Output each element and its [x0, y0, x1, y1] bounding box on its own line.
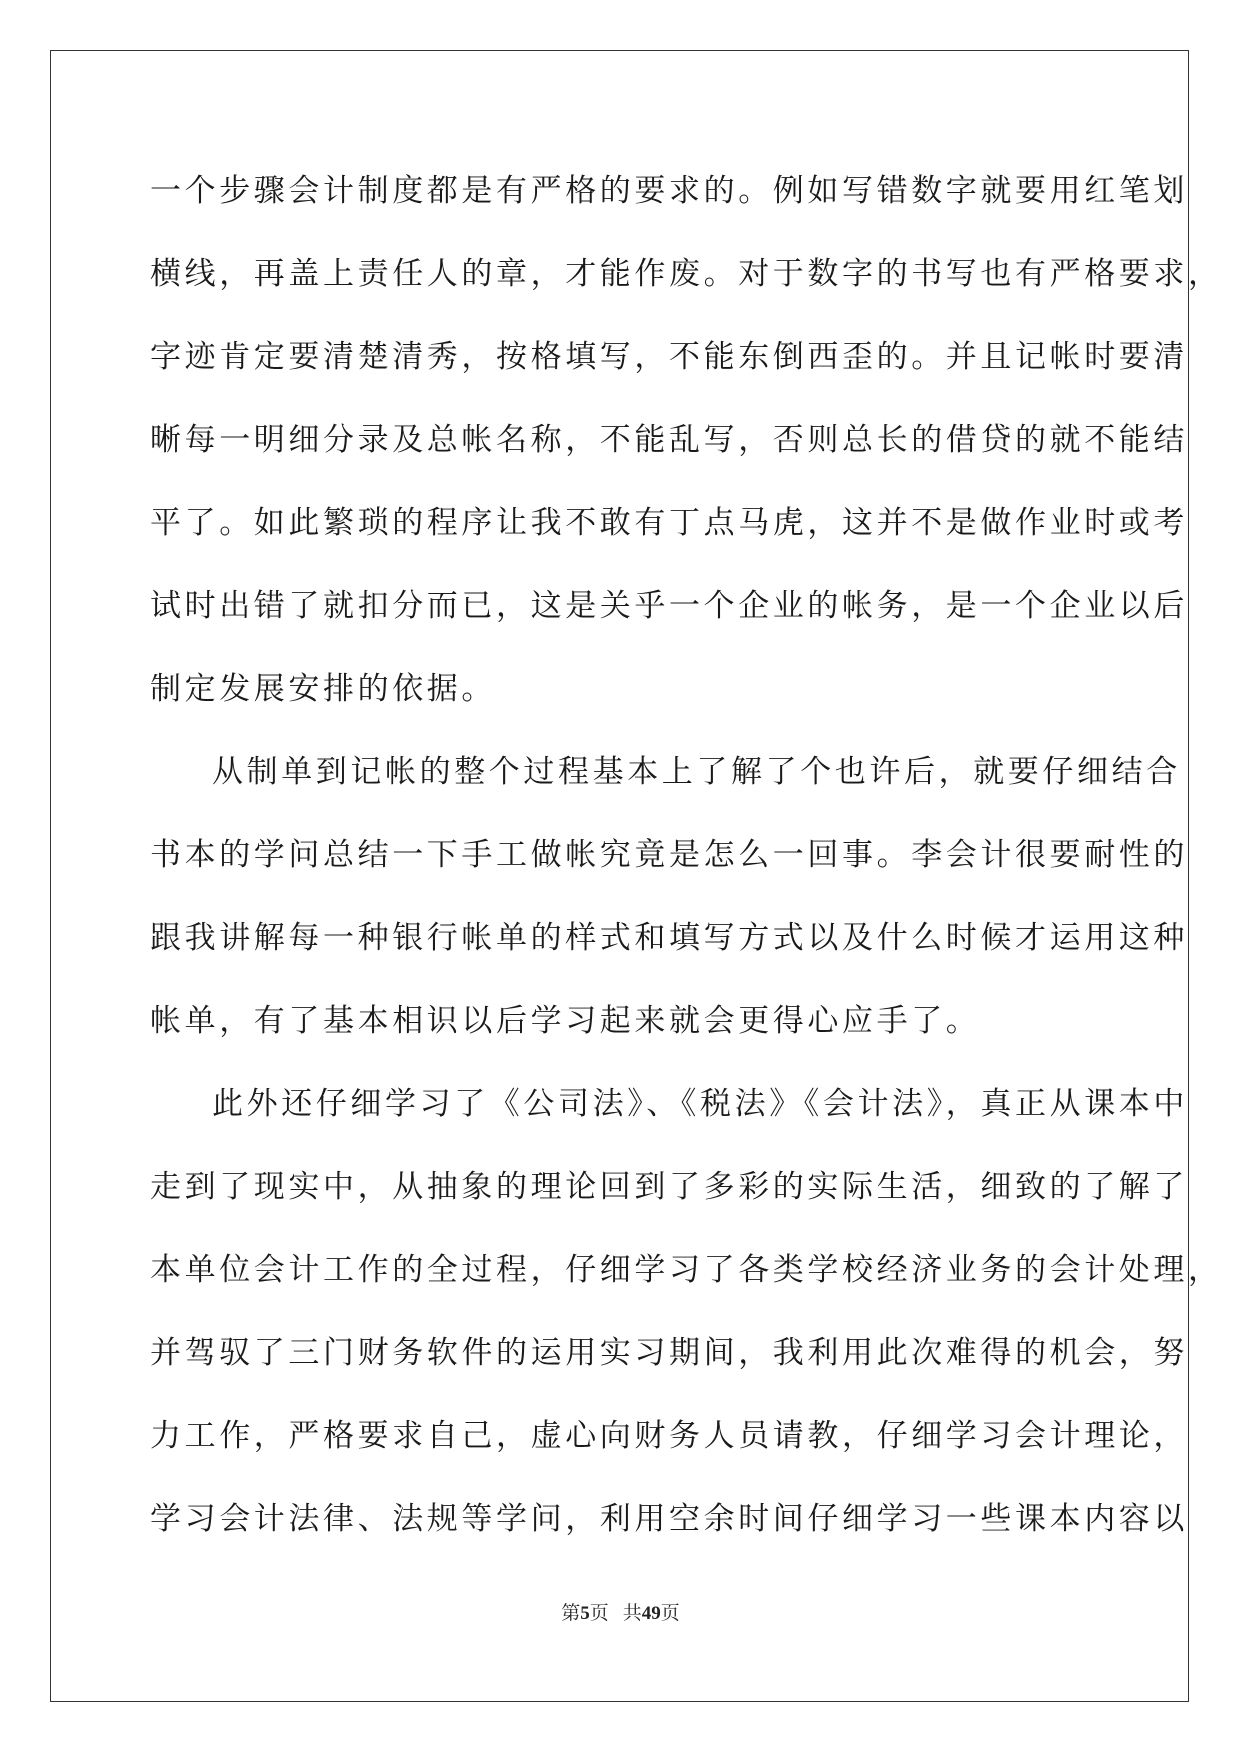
paragraph-first-line: 从制单到记帐的整个过程基本上了解了个也许后，就要仔细结合 — [212, 754, 1181, 790]
document-body — [150, 150, 1223, 1561]
text-line: 试时出错了就扣分而已，这是关乎一个企业的帐务，是一个企业以后 — [150, 588, 1188, 624]
text-line: 一个步骤会计制度都是有严格的要求的。例如写错数字就要用红笔划 — [150, 173, 1188, 209]
text-line: 走到了现实中，从抽象的理论回到了多彩的实际生活，细致的了解了 — [150, 1169, 1188, 1205]
page-suffix: 页 — [589, 1602, 609, 1624]
text-line: 帐单，有了基本相识以后学习起来就会更得心应手了。 — [150, 1003, 981, 1039]
text-line: 学习会计法律、法规等学问，利用空余时间仔细学习一些课本内容以 — [150, 1501, 1188, 1537]
text-line: 并驾驭了三门财务软件的运用实习期间，我利用此次难得的机会，努 — [150, 1335, 1188, 1371]
page-footer — [0, 1598, 1241, 1625]
total-suffix: 页 — [660, 1602, 680, 1624]
text-line: 书本的学问总结一下手工做帐究竟是怎么一回事。李会计很要耐性的 — [150, 837, 1188, 873]
text-line: 本单位会计工作的全过程，仔细学习了各类学校经济业务的会计处理， — [150, 1252, 1223, 1288]
page-prefix: 第 — [561, 1602, 581, 1624]
text-line: 横线，再盖上责任人的章，才能作废。对于数字的书写也有严格要求， — [150, 256, 1223, 292]
text-line: 晰每一明细分录及总帐名称，不能乱写，否则总长的借贷的就不能结 — [150, 422, 1188, 458]
paragraph-first-line: 此外还仔细学习了《公司法》、《税法》《会计法》，真正从课本中 — [212, 1086, 1188, 1122]
total-pages: 49 — [641, 1603, 661, 1624]
total-prefix: 共 — [622, 1602, 642, 1624]
text-line: 跟我讲解每一种银行帐单的样式和填写方式以及什么时候才运用这种 — [150, 920, 1188, 956]
text-line: 平了。如此繁琐的程序让我不敢有丁点马虎，这并不是做作业时或考 — [150, 505, 1188, 541]
text-line: 制定发展安排的依据。 — [150, 671, 496, 707]
text-line: 力工作，严格要求自己，虚心向财务人员请教，仔细学习会计理论， — [150, 1418, 1188, 1454]
page-number: 5 — [580, 1603, 590, 1624]
text-line: 字迹肯定要清楚清秀，按格填写，不能东倒西歪的。并且记帐时要清 — [150, 339, 1188, 375]
